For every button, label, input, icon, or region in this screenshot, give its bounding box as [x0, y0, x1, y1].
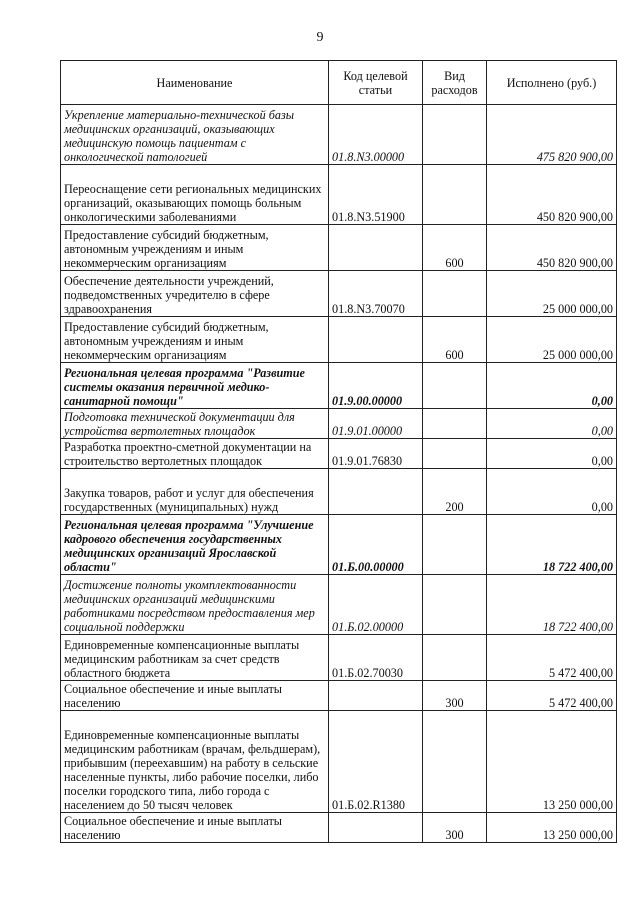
row-kind: [423, 575, 487, 635]
row-amount: 18 722 400,00: [487, 515, 617, 575]
table-row: [61, 105, 617, 165]
row-kind: 600: [423, 225, 487, 271]
row-amount: 13 250 000,00: [487, 711, 617, 813]
table-row: [61, 317, 617, 363]
row-amount: 0,00: [487, 469, 617, 515]
row-kind: [423, 515, 487, 575]
header-name: Наименование: [61, 61, 329, 105]
table-header-row: [61, 61, 617, 105]
row-kind: 300: [423, 681, 487, 711]
row-amount: 0,00: [487, 363, 617, 409]
row-kind: [423, 711, 487, 813]
row-name: Обеспечение деятельности учреждений, подведомственных учредителю в сфере здравоохранения: [61, 271, 329, 317]
row-name: Единовременные компенсационные выплаты медицинским работникам (врачам, фельдшерам), прибывшим (переехавшим) на работу в сельские населенные пункты, либо рабочие поселки, либо поселки городского типа, либо города с населением до 50 тысяч человек: [61, 711, 329, 813]
row-name: Закупка товаров, работ и услуг для обеспечения государственных (муниципальных) нужд: [61, 469, 329, 515]
row-amount: 450 820 900,00: [487, 225, 617, 271]
table-row: [61, 363, 617, 409]
row-code: 01.Б.02.00000: [329, 575, 423, 635]
table-row: [61, 225, 617, 271]
header-amount: Исполнено (руб.): [487, 61, 617, 105]
row-amount: 25 000 000,00: [487, 271, 617, 317]
row-amount: 475 820 900,00: [487, 105, 617, 165]
table-row: [61, 635, 617, 681]
row-name: Укрепление материально-технической базы медицинских организаций, оказывающих медицинскую помощь пациентам с онкологической патологией: [61, 105, 329, 165]
row-kind: [423, 271, 487, 317]
table-row: [61, 469, 617, 515]
row-name: Подготовка технической документации для устройства вертолетных площадок: [61, 409, 329, 439]
header-kind: Вид расходов: [423, 61, 487, 105]
row-amount: 0,00: [487, 439, 617, 469]
table-row: [61, 271, 617, 317]
row-code: [329, 317, 423, 363]
row-code: 01.8.N3.70070: [329, 271, 423, 317]
row-kind: 200: [423, 469, 487, 515]
row-amount: 18 722 400,00: [487, 575, 617, 635]
table-row: [61, 681, 617, 711]
table-row: [61, 813, 617, 843]
row-code: [329, 225, 423, 271]
row-amount: 25 000 000,00: [487, 317, 617, 363]
row-code: 01.9.01.00000: [329, 409, 423, 439]
row-kind: [423, 105, 487, 165]
row-code: 01.Б.00.00000: [329, 515, 423, 575]
row-amount: 5 472 400,00: [487, 681, 617, 711]
table-row: [61, 711, 617, 813]
row-name: Достижение полноты укомплектованности медицинских организаций медицинскими работниками посредством предоставления мер социальной поддержки: [61, 575, 329, 635]
row-name: Региональная целевая программа "Развитие системы оказания первичной медико-санитарной помощи": [61, 363, 329, 409]
page-number: 9: [316, 30, 324, 45]
row-name: Предоставление субсидий бюджетным, автономным учреждениям и иным некоммерческим организациям: [61, 317, 329, 363]
row-code: 01.9.01.76830: [329, 439, 423, 469]
row-code: 01.Б.02.R1380: [329, 711, 423, 813]
row-kind: [423, 439, 487, 469]
budget-execution-table: [60, 60, 617, 843]
table-row: [61, 439, 617, 469]
row-kind: [423, 635, 487, 681]
row-name: Разработка проектно-сметной документации на строительство вертолетных площадок: [61, 439, 329, 469]
header-code: Код целевой статьи: [329, 61, 423, 105]
row-amount: 13 250 000,00: [487, 813, 617, 843]
row-code: 01.9.00.00000: [329, 363, 423, 409]
row-code: 01.Б.02.70030: [329, 635, 423, 681]
row-amount: 5 472 400,00: [487, 635, 617, 681]
row-kind: 600: [423, 317, 487, 363]
row-code: 01.8.N3.51900: [329, 165, 423, 225]
row-name: Предоставление субсидий бюджетным, автономным учреждениям и иным некоммерческим организациям: [61, 225, 329, 271]
row-name: Региональная целевая программа "Улучшение кадрового обеспечения государственных медицинских организаций Ярославской области": [61, 515, 329, 575]
row-name: Единовременные компенсационные выплаты медицинским работникам за счет средств областного бюджета: [61, 635, 329, 681]
row-kind: [423, 165, 487, 225]
row-name: Социальное обеспечение и иные выплаты населению: [61, 813, 329, 843]
table-row: [61, 515, 617, 575]
row-kind: [423, 363, 487, 409]
table-row: [61, 409, 617, 439]
row-name: Переоснащение сети региональных медицинских организаций, оказывающих помощь больным онкологическими заболеваниями: [61, 165, 329, 225]
row-code: [329, 469, 423, 515]
row-amount: 0,00: [487, 409, 617, 439]
row-name: Социальное обеспечение и иные выплаты населению: [61, 681, 329, 711]
row-kind: 300: [423, 813, 487, 843]
row-code: [329, 813, 423, 843]
row-amount: 450 820 900,00: [487, 165, 617, 225]
row-kind: [423, 409, 487, 439]
row-code: 01.8.N3.00000: [329, 105, 423, 165]
table-row: [61, 165, 617, 225]
table-row: [61, 575, 617, 635]
row-code: [329, 681, 423, 711]
